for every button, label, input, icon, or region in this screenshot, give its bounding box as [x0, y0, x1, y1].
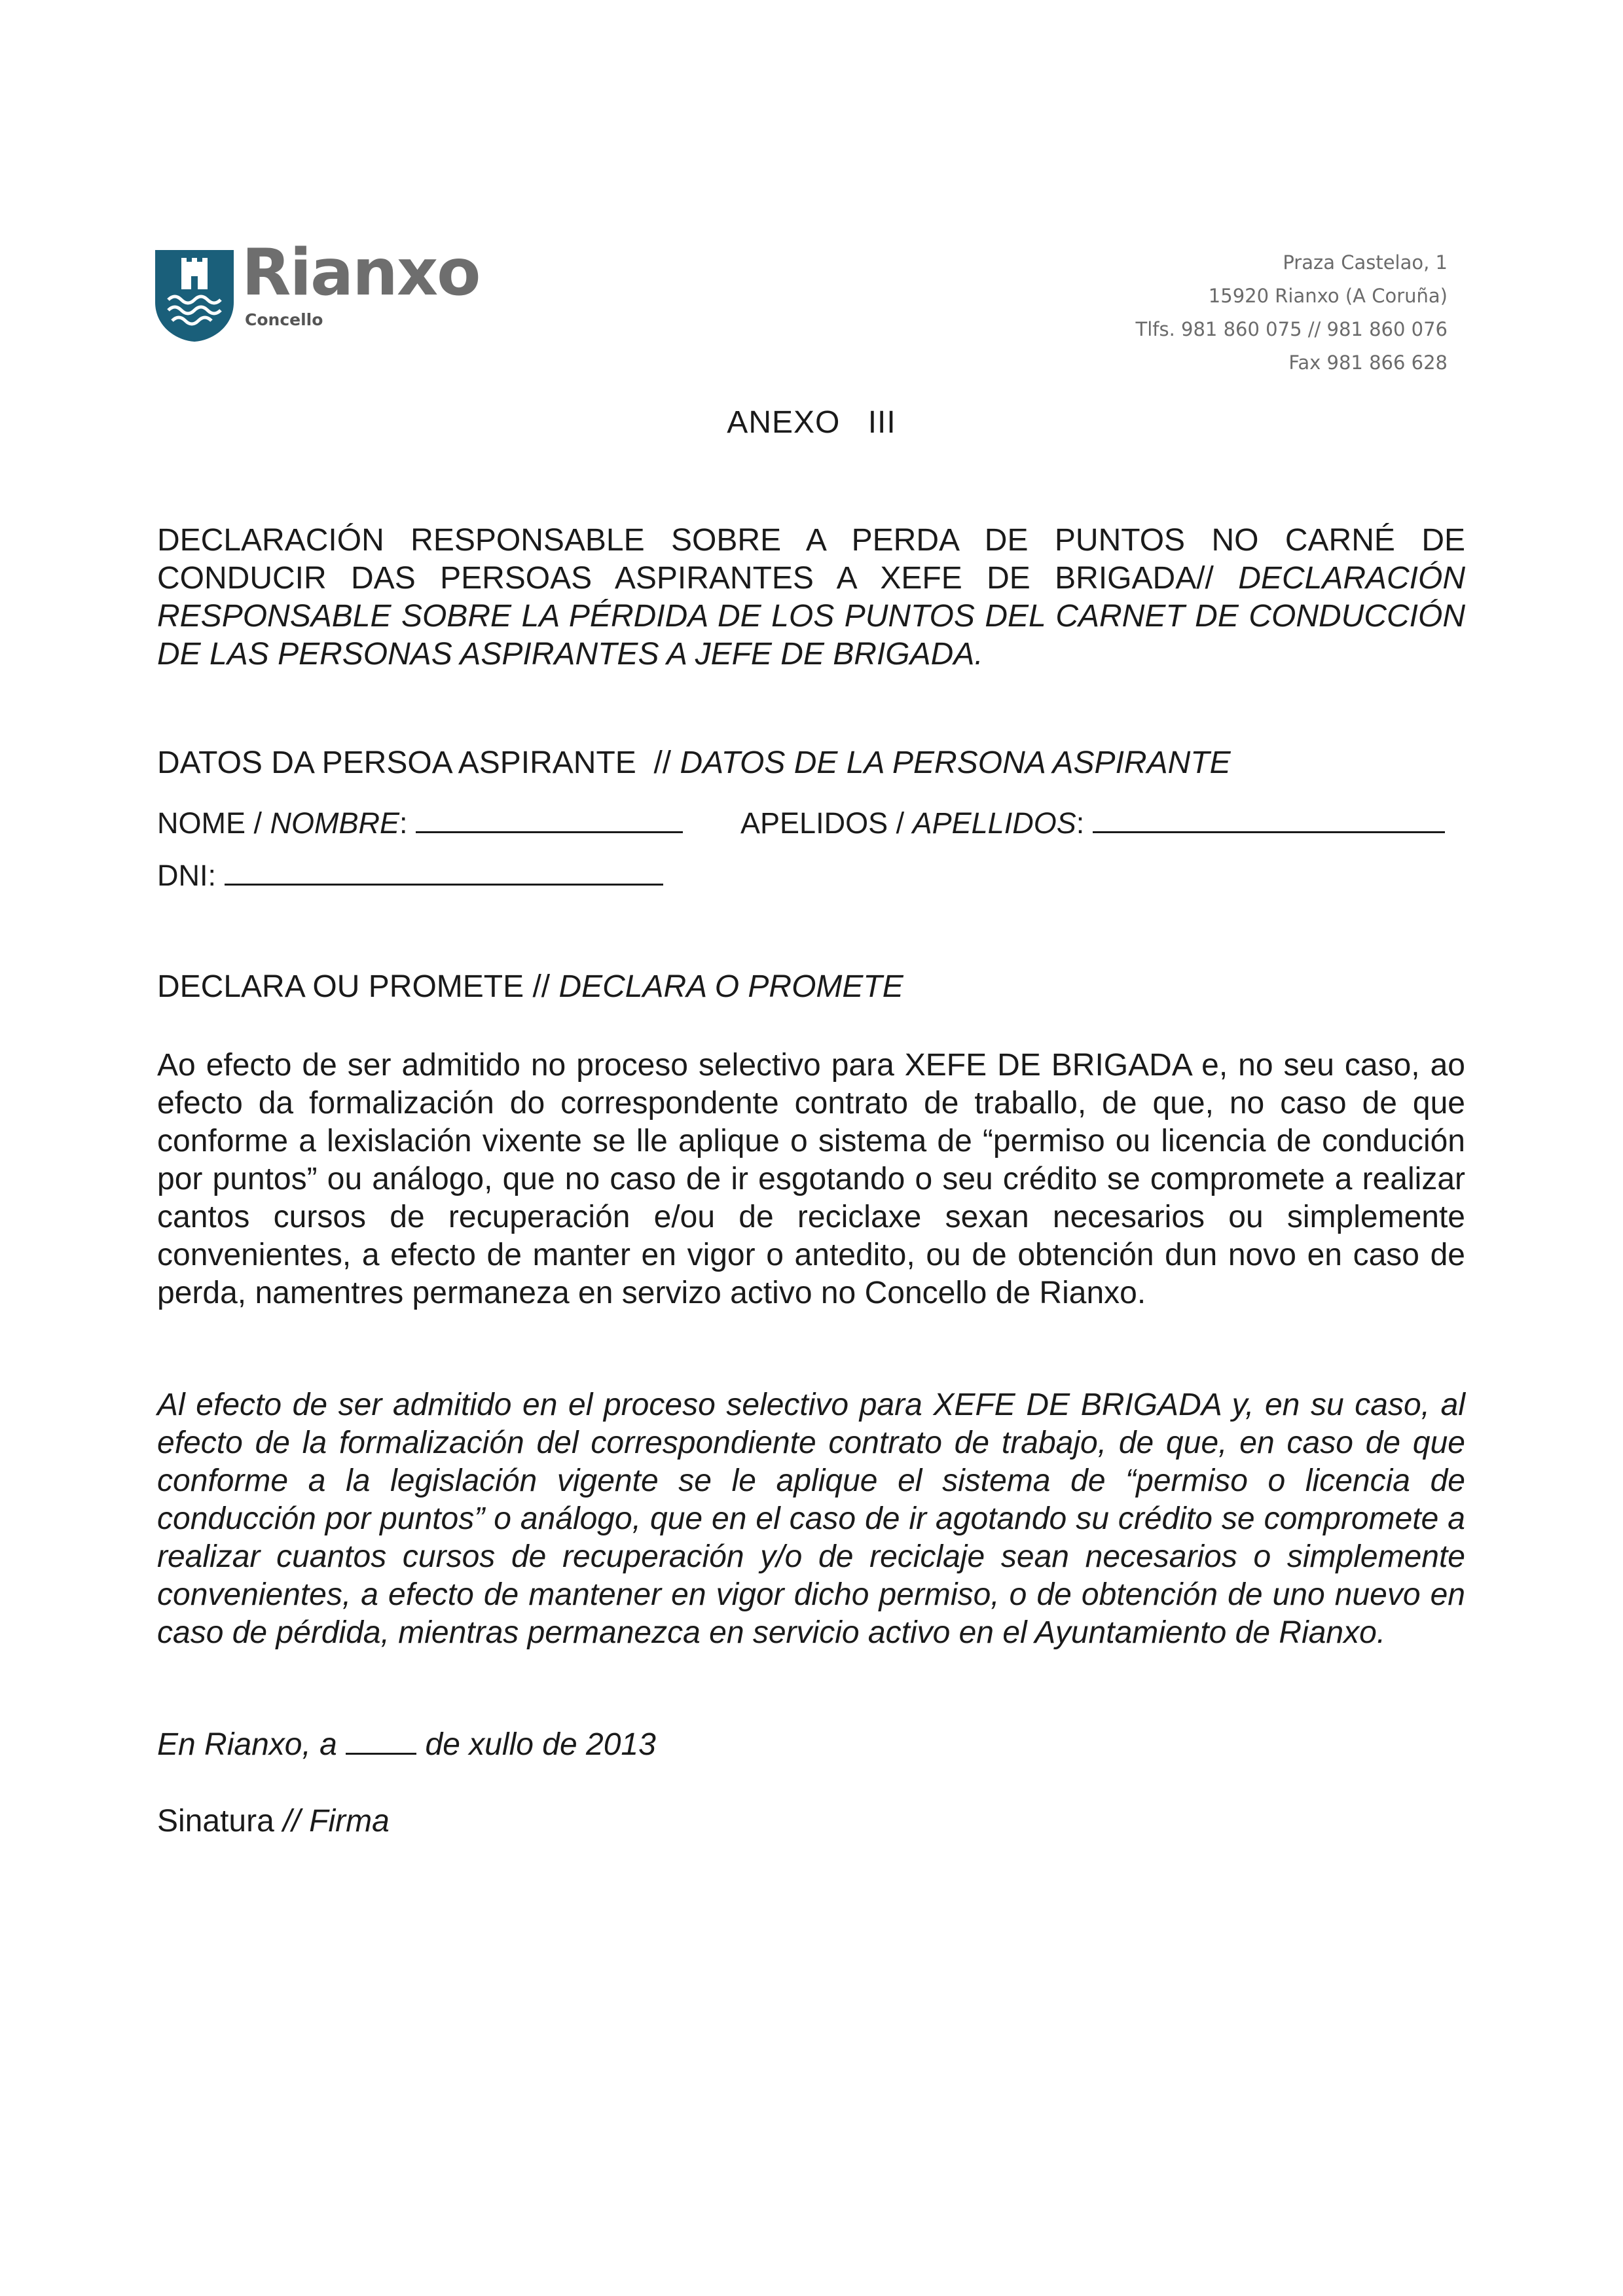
dni-label: DNI: — [157, 859, 216, 892]
title-galician: DECLARACIÓN RESPONSABLE SOBRE A PERDA DE PUNTOS NO CARNÉ DE CONDUCIR DAS PERSOAS ASPIRANTES A XEFE DE BRIGADA// — [157, 523, 1465, 596]
logo-subtitle: Concello — [245, 310, 323, 329]
date-line — [157, 1727, 656, 1763]
applicant-heading — [157, 745, 1231, 781]
annex-heading — [0, 404, 1623, 440]
name-row — [157, 805, 683, 840]
body-paragraph-galician: Ao efecto de ser admitido no proceso selectivo para XEFE DE BRIGADA e, no seu caso, ao efecto da formalización do correspondente contrato de traballo, de que, no caso de que conforme a lexislación vixente se lle aplique o sistema de “permiso ou licencia de condución por puntos” ou análogo, que no caso de ir esgotando o seu crédito se compromete a realizar cantos cursos de recuperación e/ou de reciclaxe sexan necesarios ou simplemente convenientes, a efecto de manter en vigor o antedito, ou de obtención dun novo en caso de perda, namentres permaneza en servizo activo no Concello de Rianxo. — [157, 1048, 1465, 1310]
surname-label-es: APELLIDOS — [912, 806, 1076, 840]
surname-label-gl: APELIDOS / — [740, 806, 913, 840]
signature-es: // Firma — [283, 1804, 390, 1839]
address-street: Praza Castelao, 1 — [1283, 251, 1448, 274]
name-colon: : — [399, 806, 408, 840]
signature-gl: Sinatura — [157, 1804, 283, 1839]
date-prefix: En Rianxo, a — [157, 1727, 346, 1762]
dni-row — [157, 857, 663, 893]
document-title — [157, 522, 1465, 673]
signature-line — [157, 1803, 390, 1839]
applicant-heading-es: DATOS DE LA PERSONA ASPIRANTE — [680, 745, 1231, 780]
title-spanish: DECLARACIÓN RESPONSABLE SOBRE LA PÉRDIDA DE LOS PUNTOS DEL CARNET DE CONDUCCIÓN DE LAS PERSONAS ASPIRANTES A JEFE DE BRIGADA. — [157, 561, 1465, 672]
surname-row — [740, 805, 1445, 840]
body-paragraph-spanish: Al efecto de ser admitido en el proceso selectivo para XEFE DE BRIGADA y, en su caso, al efecto de la formalización del correspondiente contrato de trabajo, de que, en caso de que conforme a la legislación vigente se le aplique el sistema de “permiso o licencia de conducción por puntos” o análogo, que en el caso de ir agotando su crédito se compromete a realizar cuantos cursos de recuperación y/o de reciclaje sean necesarios o simplemente convenientes, a efecto de mantener en vigor dicho permiso, o de obtención de uno nuevo en caso de pérdida, mientras permanezca en servicio activo en el Ayuntamiento de Rianxo. — [157, 1388, 1465, 1650]
annex-number: III — [867, 405, 896, 440]
declare-es: DECLARA O PROMETE — [558, 969, 903, 1004]
applicant-heading-gl: DATOS DA PERSOA ASPIRANTE // — [157, 745, 672, 780]
surname-colon: : — [1076, 806, 1085, 840]
name-blank[interactable] — [416, 805, 683, 833]
annex-word: ANEXO — [727, 405, 841, 440]
address-phone: Tlfs. 981 860 075 // 981 860 076 — [1135, 318, 1448, 340]
dni-blank[interactable] — [225, 857, 663, 886]
logo-name: Rianxo — [242, 236, 480, 310]
declare-heading — [157, 969, 903, 1005]
shield-castle-icon — [155, 250, 234, 342]
surname-blank[interactable] — [1093, 805, 1445, 833]
name-label-gl: NOME / — [157, 806, 270, 840]
declare-gl: DECLARA OU PROMETE // — [157, 969, 559, 1004]
address-city: 15920 Rianxo (A Coruña) — [1208, 285, 1448, 307]
address-block — [1136, 246, 1448, 380]
address-fax: Fax 981 866 628 — [1288, 351, 1448, 374]
day-blank[interactable] — [346, 1727, 416, 1755]
concello-logo — [155, 236, 496, 348]
name-label-es: NOMBRE — [270, 806, 400, 840]
date-suffix: de xullo de 2013 — [416, 1727, 656, 1762]
